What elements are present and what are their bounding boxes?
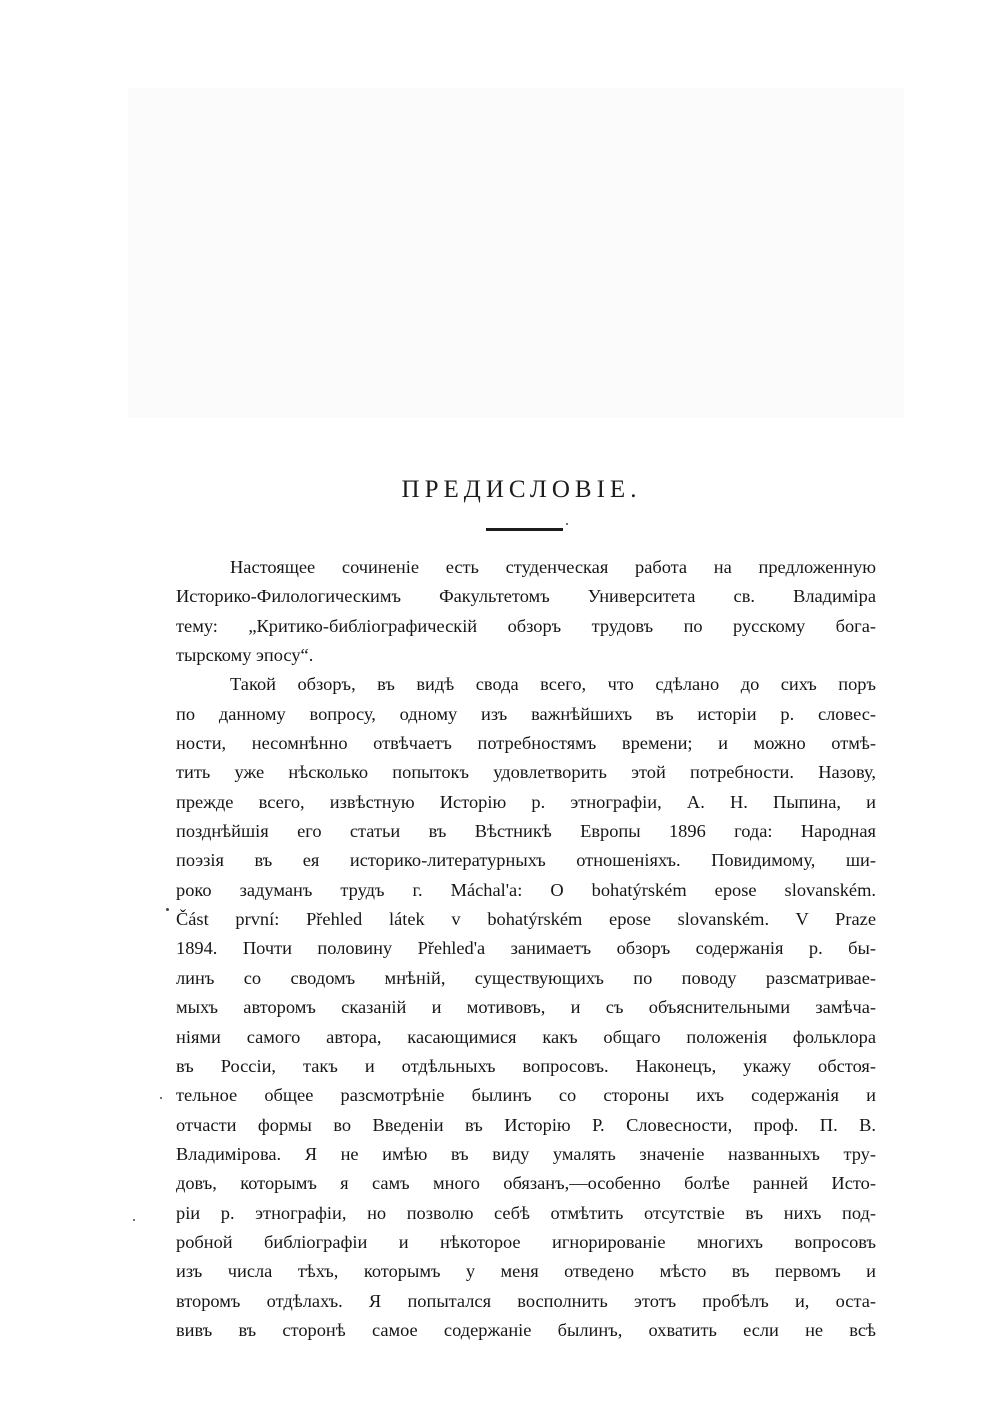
text-line: робной библіографіи и нѣкоторое игнорированіе многихъ вопросовъ	[176, 1231, 876, 1252]
text-line: ности, несомнѣнно отвѣчаетъ потребностямъ времени; и можно отмѣ-	[176, 733, 876, 754]
scan-shading	[128, 88, 904, 418]
text-line: линъ со сводомъ мнѣній, существующихъ по поводу разсматривае-	[176, 967, 876, 988]
scan-speck	[566, 523, 568, 525]
text-line: тырскому эпосу“.	[176, 645, 314, 666]
text-line: отчасти формы во Введеніи въ Исторію Р. Словесности, проф. П. В.	[176, 1114, 876, 1135]
text-line: довъ, которымъ я самъ много обязанъ,—особенно болѣе ранней Исто-	[176, 1173, 876, 1194]
text-line: поэзія въ ея историко-литературныхъ отношеніяхъ. Повидимому, ши-	[176, 850, 876, 871]
text-line: ніями самого автора, касающимися какъ общаго положенія фольклора	[176, 1026, 876, 1047]
text-line: въ Россіи, такъ и отдѣльныхъ вопросовъ. Наконецъ, укажу обстоя-	[176, 1055, 876, 1076]
text-line: тить уже нѣсколько попытокъ удовлетворить этой потребности. Назову,	[176, 762, 876, 783]
text-line: тему: „Критико-библіографическій обзоръ трудовъ по русскому бога-	[176, 615, 876, 636]
text-line: 1894. Почти половину Přehled'а занимаетъ обзоръ содержанія р. бы-	[176, 938, 876, 959]
text-line: тельное общее разсмотрѣніе былинъ со стороны ихъ содержанія и	[176, 1085, 876, 1106]
text-line: ріи р. этнографіи, но позволю себѣ отмѣтить отсутствіе въ нихъ под-	[176, 1202, 876, 1223]
text-line: прежде всего, извѣстную Исторію р. этнографіи, А. Н. Пыпина, и	[176, 791, 876, 812]
text-line: вивъ въ сторонѣ самое содержаніе былинъ, охватить если не всѣ	[176, 1319, 876, 1340]
text-line: по данному вопросу, одному изъ важнѣйшихъ въ исторіи р. словес-	[176, 703, 876, 724]
scan-speck	[166, 908, 169, 911]
text-line: изъ числа тѣхъ, которымъ у меня отведено мѣсто въ первомъ и	[176, 1261, 876, 1282]
scan-speck	[133, 1219, 135, 1221]
scan-speck	[160, 1097, 162, 1099]
text-line: Владимірова. Я не имѣю въ виду умалять значеніе названныхъ тру-	[176, 1143, 876, 1164]
page-title: ПРЕДИСЛОВІЕ.	[401, 476, 642, 503]
text-line: Историко-Филологическимъ Факультетомъ Университета св. Владиміра	[176, 586, 876, 607]
text-line: Такой обзоръ, въ видѣ свода всего, что сдѣлано до сихъ поръ	[230, 674, 876, 695]
text-line: второмъ отдѣлахъ. Я попытался восполнить этотъ пробѣлъ и, оста-	[176, 1290, 876, 1311]
text-line: роко задуманъ трудъ г. Máchal'а: O bohatýrském eposе slovanském.	[176, 879, 876, 900]
text-line: Část první: Přehled látek v bohatýrském eposе slovanském. V Praze	[176, 909, 876, 930]
text-line: мыхъ авторомъ сказаній и мотивовъ, и съ объяснительными замѣча-	[176, 997, 876, 1018]
text-line: Настоящее сочиненіе есть студенческая работа на предложенную	[230, 557, 876, 577]
body-text	[176, 553, 876, 1345]
text-line: позднѣйшія его статьи въ Вѣстникѣ Европы 1896 года: Народная	[176, 821, 876, 842]
title-rule	[486, 528, 563, 531]
